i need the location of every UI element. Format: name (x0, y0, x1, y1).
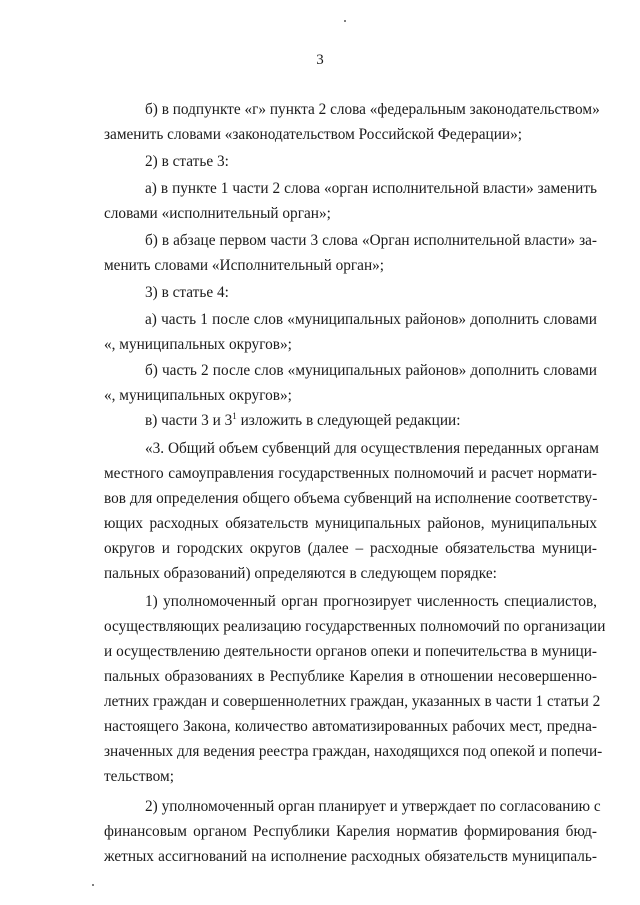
text-line: заменить словами «законодательством Российской Федерации»; (104, 126, 522, 143)
page-number: 3 (316, 52, 324, 68)
text-fragment: в) части 3 и 3 (145, 412, 233, 429)
text-line: «3. Общий объем субвенций для осуществления переданных органам (145, 440, 599, 457)
text-line: б) в абзаце первом части 3 слова «Орган исполнительной власти» за- (145, 232, 597, 249)
text-line: пальных образований) определяются в следующем порядке: (104, 565, 497, 582)
text-line: «, муниципальных округов»; (104, 336, 292, 353)
text-line: значенных для ведения реестра граждан, находящихся под опекой и попечи- (104, 743, 603, 760)
text-line: осуществляющих реализацию государственных полномочий по организации (104, 618, 606, 635)
text-line: округов и городских округов (далее – расходные обязательства муници- (104, 540, 597, 557)
text-line: летних граждан и совершеннолетних граждан, указанных в части 1 статьи 2 (104, 693, 601, 710)
scan-speck (92, 884, 94, 886)
text-line: ющих расходных обязательств муниципальных районов, муниципальных (104, 515, 597, 532)
text-line: 1) уполномоченный орган прогнозирует численность специалистов, (145, 593, 597, 610)
text-line: вов для определения общего объема субвенций на исполнение соответству- (104, 490, 598, 507)
text-line: менить словами «Исполнительный орган»; (104, 257, 385, 274)
text-line: а) в пункте 1 части 2 слова «орган исполнительной власти» заменить (145, 180, 597, 197)
text-line: и осуществлению деятельности органов опеки и попечительства в муници- (104, 643, 597, 660)
superscript: 1 (232, 410, 237, 421)
text-line: словами «исполнительный орган»; (104, 205, 331, 222)
text-line: местного самоуправления государственных полномочий и расчет нормати- (104, 465, 597, 482)
text-line: 3) в статье 4: (145, 284, 229, 301)
text-line: б) в подпункте «г» пункта 2 слова «федеральным законодательством» (145, 101, 600, 118)
text-line (145, 408, 638, 433)
scan-speck (344, 20, 346, 22)
text-line: а) часть 1 после слов «муниципальных районов» дополнить словами (145, 311, 597, 328)
text-line: 2) в статье 3: (145, 153, 229, 170)
text-fragment: изложить в следующей редакции: (236, 412, 461, 429)
text-line: 2) уполномоченный орган планирует и утверждает по согласованию с (145, 798, 601, 815)
text-line: настоящего Закона, количество автоматизированных рабочих мест, предна- (104, 718, 597, 735)
text-line: пальных образованиях в Республике Карелия в отношении несовершенно- (104, 668, 597, 685)
text-line: «, муниципальных округов»; (104, 387, 292, 404)
text-line: б) часть 2 после слов «муниципальных районов» дополнить словами (145, 362, 597, 379)
text-line: финансовым органом Республики Карелия норматив формирования бюд- (104, 823, 597, 840)
text-line: жетных ассигнований на исполнение расходных обязательств муниципаль- (104, 848, 597, 865)
text-line: тельством; (104, 768, 174, 785)
